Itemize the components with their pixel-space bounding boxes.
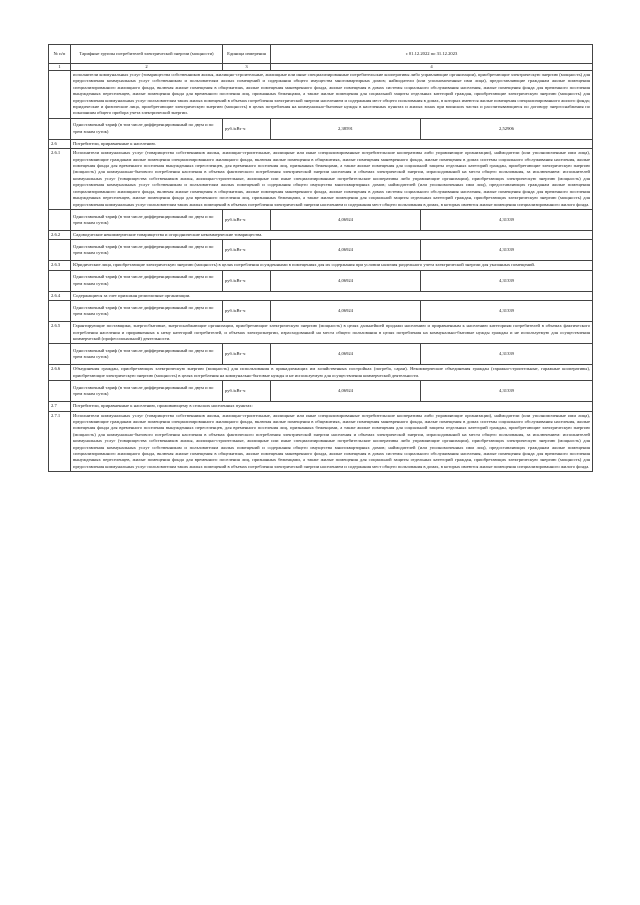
row-number xyxy=(49,240,71,261)
tariff-value-h2: 4,31339 xyxy=(421,344,593,365)
tariff-unit: руб./кВт·ч xyxy=(223,240,271,261)
row-description: Потребители, приравненные к населению. xyxy=(71,139,593,148)
header-unit: Единица измерения xyxy=(223,45,271,64)
tariff-label: Одноставочный тариф (в том числе дифференцированный по двум и по трем зонам суток) xyxy=(71,118,223,139)
tariff-value-h2: 4,31339 xyxy=(421,301,593,322)
row-number: 2.6.2 xyxy=(49,230,71,239)
tariff-row xyxy=(49,118,593,139)
header-period: с 01.12.2022 по 31.12.2023 xyxy=(271,45,593,64)
table-header-row xyxy=(49,45,593,64)
tariff-value-h1: 4,06924 xyxy=(271,209,421,230)
tariff-value-h1: 4,06924 xyxy=(271,301,421,322)
tariff-row xyxy=(49,240,593,261)
row-number xyxy=(49,71,71,119)
index-cell-1: 1 xyxy=(49,64,71,71)
row-number xyxy=(49,209,71,230)
row-description: Садоводческие некоммерческие товарищества и огороднические некоммерческие товарищества. xyxy=(71,230,593,239)
index-cell-4: 4 xyxy=(271,64,593,71)
row-number xyxy=(49,301,71,322)
row-description: Исполнители коммунальных услуг (товарищества собственников жилья, жилищно-строительные, жилищные или иные специализированные потребительские кооперативы либо управляющие организации), наймодатели (или уполномоченные ими лица), предоставляющие гражданам жилые помещения специализированного жилищного фонда, включая жилые помещения в общежитиях, жилые помещения маневренного фонда, жилые помещения в домах системы социального обслуживания населения, жилые помещения фонда для временного поселения вынужденных переселенцев, для временного поселения лиц, признанных беженцами, а также жилые помещения для социальной защиты отдельных категорий граждан, приобретающие электрическую энергию (мощность) для коммунально-бытового потребления населения в объемах фактического потребления электрической энергии населения и объемах электрической энергии, израсходованной на места общего пользования, за исключением: исполнителей коммунальных услуг (товарищества собственников жилья, жилищно-строительные, жилищные или иные специализированные потребительские кооперативы либо управляющие организации), приобретающих электрическую энергию (мощность) для предоставления коммунальных услуг собственникам и пользователям жилых помещений и содержания общего имущества многоквартирных домов; наймодателей (или уполномоченных ими лиц), предоставляющих гражданам жилые помещения специализированного жилищного фонда, включая жилые помещения в общежитиях, жилые помещения маневренного фонда, жилые помещения в домах системы социального обслуживания населения, жилые помещения фонда для временного поселения вынужденных переселенцев, жилые помещения фонда для временного поселения лиц, признанных беженцами, а также жилые помещения для социальной защиты отдельных категорий граждан, приобретающих электрическую энергию (мощность) для предоставления коммунальных услуг пользователям таких жилых помещений в объемах потребления электрической энергии населением и содержания мест общего пользования в домах, в которых имеются жилые помещения специализированного жилого фонда. xyxy=(71,149,593,210)
description-row xyxy=(49,402,593,411)
tariff-unit: руб./кВт·ч xyxy=(223,344,271,365)
row-description: Гарантирующие поставщики, энергосбытовые, энергоснабжающие организации, приобретающие электрическую энергию (мощность) в целях дальнейшей продажи населению и приравненным к населению категориям потребителей в объемах фактического потребления населения и приравненных к нему категорий потребителей, и объемах электроэнергии, израсходованной на места общего пользования в целях потребления на коммунально-бытовые нужды граждан и не используемую для осуществления коммерческой (профессиональной) деятельности. xyxy=(71,322,593,344)
tariff-label: Одноставочный тариф (в том числе дифференцированный по двум и по трем зонам суток) xyxy=(71,240,223,261)
tariff-value-h2: 4,31339 xyxy=(421,381,593,402)
tariff-value-h2: 4,31339 xyxy=(421,240,593,261)
row-number: 2.6.1 xyxy=(49,149,71,210)
row-description: исполнители коммунальных услуг (товарищества собственников жилья, жилищно-строительные, жилищные или иные специализированные потребительские кооперативы либо управляющие организации), приобретающие электрическую энергию (мощность) для предоставления коммунальных услуг собственникам и пользователям жилых помещений и содержания общего имущества многоквартирных домов; наймодатели (или уполномоченные ими лица), предоставляющие гражданам жилые помещения специализированного жилищного фонда, включая жилые помещения в общежитиях, жилые помещения маневренного фонда, жилые помещения в домах системы социального обслуживания населения, жилые помещения фонда для временного поселения вынужденных переселенцев, жилые помещения фонда для временного поселения лиц, признанных беженцами, а также жилые помещения для социальной защиты отдельных категорий граждан, приобретающие электрическую энергию (мощность) для предоставления коммунальных услуг пользователям таких жилых помещений в объемах потребления электрической энергии населением и содержания мест общего пользования в домах, в которых имеются жилые помещения специализированного жилого фонда; юридические и физические лица, приобретающие электрическую энергию (мощность) в целях потребления на коммунально-бытовые нужды в населенных пунктах и жилых зонах при воинских частях и рассчитывающиеся по договору энергоснабжения по показаниям общего прибора учета электрической энергии. xyxy=(71,71,593,119)
row-description: Исполнители коммунальных услуг (товарищества собственников жилья, жилищно-строительные, жилищные или иные специализированные потребительские кооперативы либо управляющие организации), наймодатели (или уполномоченные ими лица), предоставляющие гражданам жилые помещения специализированного жилищного фонда, включая жилые помещения в общежитиях, жилые помещения маневренного фонда, жилые помещения в домах системы социального обслуживания населения, жилые помещения фонда для временного поселения вынужденных переселенцев, для временного поселения лиц, признанных беженцами, а также жилые помещения для социальной защиты отдельных категорий граждан, приобретающие электрическую энергию (мощность) для коммунально-бытового потребления населения в объемах фактического потребления электрической энергии населения и объемах электрической энергии, израсходованной на места общего пользования, за исключением: исполнителей коммунальных услуг (товарищества собственников жилья, жилищно-строительные, жилищные или иные специализированные потребительские кооперативы либо управляющие организации), приобретающих электрическую энергию (мощность) для предоставления коммунальных услуг собственникам и пользователям жилых помещений и содержания общего имущества многоквартирных домов; наймодателей (или уполномоченных ими лиц), предоставляющих гражданам жилые помещения специализированного жилищного фонда, включая жилые помещения в общежитиях, жилые помещения маневренного фонда, жилые помещения в домах системы социального обслуживания населения, жилые помещения фонда для временного поселения вынужденных переселенцев, жилые помещения фонда для временного поселения лиц, признанных беженцами, а также жилые помещения для социальной защиты отдельных категорий граждан, приобретающих электрическую энергию (мощность) для предоставления коммунальных услуг пользователям таких жилых помещений в объемах потребления электрической энергии населением и содержания мест общего пользования в домах, в которых имеются жилые помещения специализированного жилого фонда. xyxy=(71,411,593,472)
header-groups: Тарифные группы потребителей электрической энергии (мощности) xyxy=(71,45,223,64)
tariff-row xyxy=(49,344,593,365)
tariff-label: Одноставочный тариф (в том числе дифференцированный по двум и по трем зонам суток) xyxy=(71,344,223,365)
header-num: № п/п xyxy=(49,45,71,64)
table-index-row xyxy=(49,64,593,71)
tariff-value-h2: 4,31339 xyxy=(421,209,593,230)
row-description: Содержащиеся за счет прихожан религиозные организации. xyxy=(71,291,593,300)
description-row xyxy=(49,291,593,300)
tariff-table xyxy=(48,44,593,472)
row-number: 2.6.4 xyxy=(49,291,71,300)
description-row xyxy=(49,139,593,148)
description-row xyxy=(49,71,593,119)
description-row xyxy=(49,230,593,239)
row-description: Потребители, приравненные к населению, проживающему в сельских населенных пунктах: xyxy=(71,402,593,411)
row-number xyxy=(49,118,71,139)
tariff-value-h1: 2,38591 xyxy=(271,118,421,139)
row-number: 2.6.6 xyxy=(49,365,71,381)
tariff-row xyxy=(49,209,593,230)
tariff-row xyxy=(49,381,593,402)
row-number: 2.6 xyxy=(49,139,71,148)
row-description: Объединения граждан, приобретающих электрическую энергию (мощность) для использования в принадлежащих им хозяйственных постройках (погреба, сараи). Некоммерческие объединения граждан (гаражно-строительные, гаражные кооперативы), приобретающие электрическую энергию (мощность) в целях потребления на коммунально-бытовые нужды и не используемую для осуществления коммерческой деятельности. xyxy=(71,365,593,381)
row-number xyxy=(49,344,71,365)
tariff-unit: руб./кВт·ч xyxy=(223,270,271,291)
tariff-value-h1: 4,06924 xyxy=(271,240,421,261)
row-number xyxy=(49,270,71,291)
row-number: 2.6.3 xyxy=(49,261,71,270)
tariff-unit: руб./кВт·ч xyxy=(223,118,271,139)
tariff-row xyxy=(49,270,593,291)
description-row xyxy=(49,322,593,344)
tariff-label: Одноставочный тариф (в том числе дифференцированный по двум и по трем зонам суток) xyxy=(71,270,223,291)
tariff-row xyxy=(49,301,593,322)
index-cell-2: 2 xyxy=(71,64,223,71)
tariff-value-h1: 4,06924 xyxy=(271,344,421,365)
tariff-value-h1: 4,06924 xyxy=(271,381,421,402)
tariff-label: Одноставочный тариф (в том числе дифференцированный по двум и по трем зонам суток) xyxy=(71,209,223,230)
tariff-unit: руб./кВт·ч xyxy=(223,301,271,322)
description-row xyxy=(49,365,593,381)
row-number xyxy=(49,381,71,402)
description-row xyxy=(49,261,593,270)
row-number: 2.7 xyxy=(49,402,71,411)
tariff-value-h1: 4,06924 xyxy=(271,270,421,291)
tariff-value-h2: 2,52906 xyxy=(421,118,593,139)
row-number: 2.7.1 xyxy=(49,411,71,472)
tariff-unit: руб./кВт·ч xyxy=(223,209,271,230)
description-row xyxy=(49,411,593,472)
row-description: Юридические лица, приобретающие электрическую энергию (мощность) в целях потребления осужденными в помещениях для их содержания при условии наличия раздельного учета электрической энергии для указанных помещений. xyxy=(71,261,593,270)
description-row xyxy=(49,149,593,210)
tariff-label: Одноставочный тариф (в том числе дифференцированный по двум и по трем зонам суток) xyxy=(71,381,223,402)
tariff-value-h2: 4,31339 xyxy=(421,270,593,291)
index-cell-3: 3 xyxy=(223,64,271,71)
row-number: 2.6.5 xyxy=(49,322,71,344)
tariff-label: Одноставочный тариф (в том числе дифференцированный по двум и по трем зонам суток) xyxy=(71,301,223,322)
tariff-unit: руб./кВт·ч xyxy=(223,381,271,402)
